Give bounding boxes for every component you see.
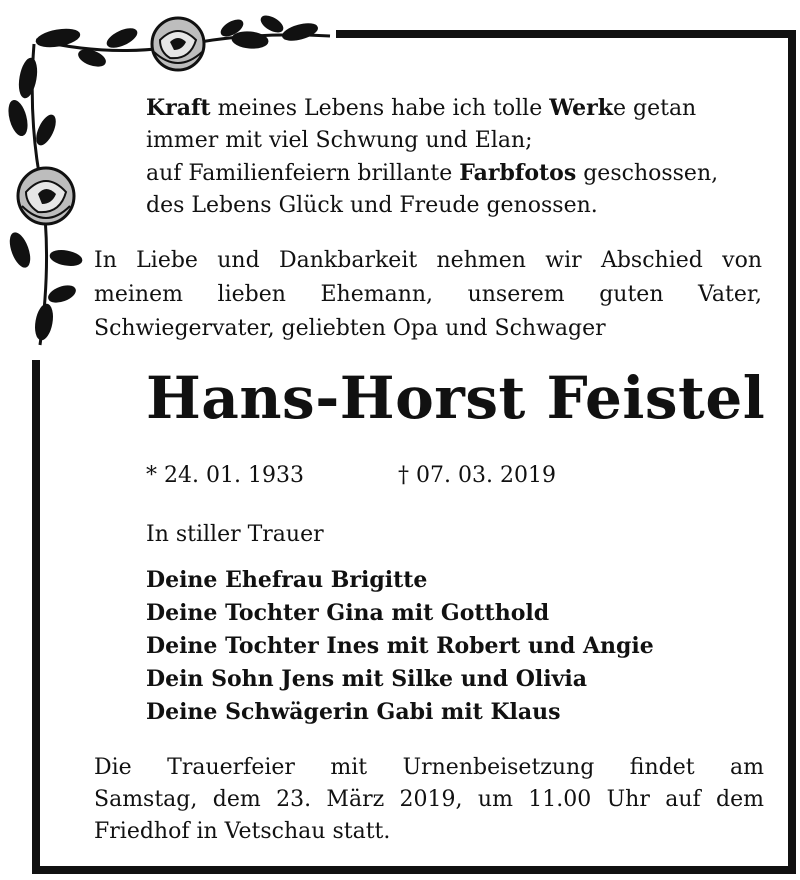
intro-line: In Liebe und Dankbarkeit nehmen wir Abschied von (94, 248, 762, 273)
poem-bold-word: Kraft (146, 95, 211, 121)
poem-line-2: immer mit viel Schwung und Elan; (146, 128, 533, 153)
family-member: Deine Tochter Gina mit Gotthold (146, 600, 550, 626)
family-member: Deine Ehefrau Brigitte (146, 567, 428, 593)
family-list (146, 564, 654, 729)
poem-bold-word: Farbfotos (459, 160, 577, 186)
poem-text: e getan (612, 96, 697, 121)
death-date: † 07. 03. 2019 (398, 463, 556, 488)
poem-line-4: des Lebens Glück und Freude genossen. (146, 193, 598, 218)
poem-text: auf Familienfeiern brillante (146, 161, 460, 186)
birth-date: * 24. 01. 1933 (146, 463, 304, 488)
mourning-heading: In stiller Trauer (146, 522, 324, 547)
poem-line-3 (146, 157, 718, 190)
poem-text: meines Lebens habe ich tolle (210, 96, 550, 121)
frame-left-border (32, 360, 40, 874)
poem-line-1 (146, 92, 718, 125)
intro-paragraph (94, 244, 762, 346)
family-member: Deine Tochter Ines mit Robert und Angie (146, 633, 654, 659)
family-member: Deine Schwägerin Gabi mit Klaus (146, 699, 561, 725)
poem-bold-word: Werk (549, 95, 613, 121)
frame-top-border (336, 30, 796, 38)
deceased-name: Hans-Horst Feistel (146, 364, 766, 432)
frame-right-border (788, 30, 796, 874)
service-line: Samstag, dem 23. März 2019, um 11.00 Uhr auf dem (94, 787, 764, 812)
frame-bottom-border (32, 866, 796, 874)
service-line: Friedhof in Vetschau statt. (94, 819, 391, 844)
intro-line: Schwiegervater, geliebten Opa und Schwager (94, 316, 606, 341)
service-paragraph (94, 752, 764, 848)
poem-text: geschossen, (576, 161, 719, 186)
family-member: Dein Sohn Jens mit Silke und Olivia (146, 666, 588, 692)
intro-line: meinem lieben Ehemann, unserem guten Vater, (94, 282, 762, 307)
service-line: Die Trauerfeier mit Urnenbeisetzung findet am (94, 755, 764, 780)
poem-block (146, 92, 718, 222)
